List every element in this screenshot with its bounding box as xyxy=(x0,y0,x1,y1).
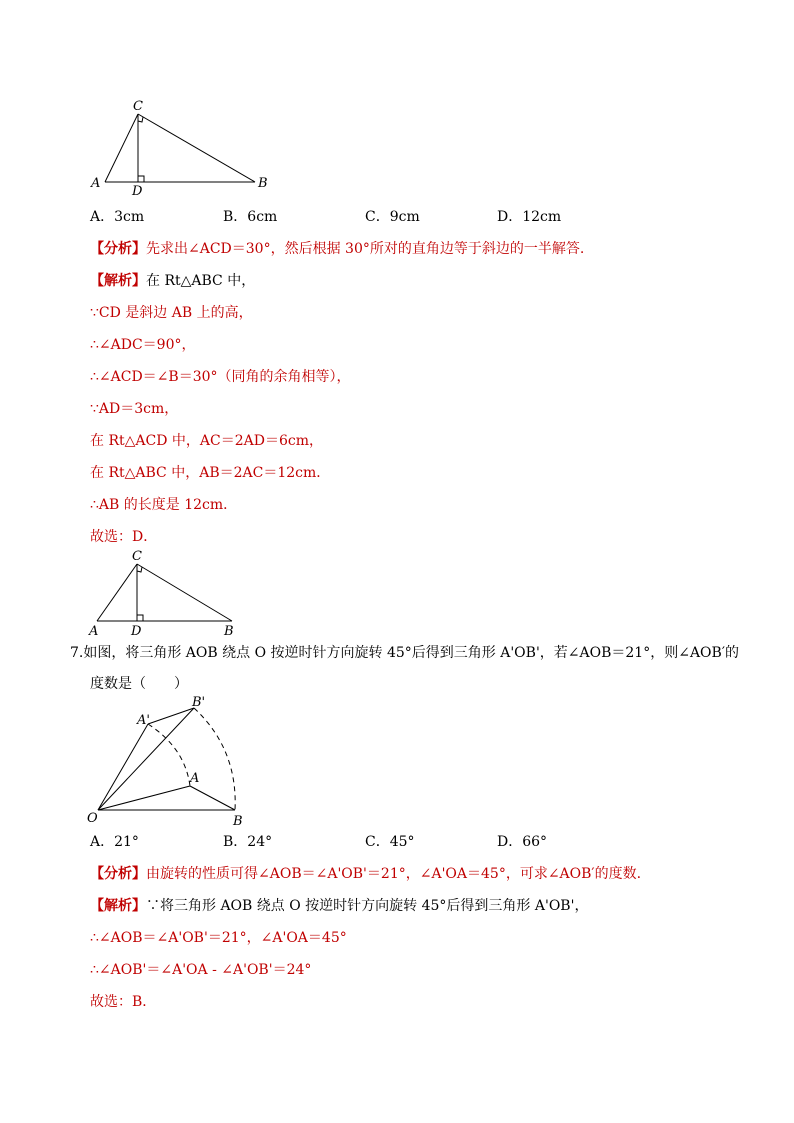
label-d: D xyxy=(132,184,143,199)
label-a-prime: A' xyxy=(137,713,150,728)
right-angle-mark-c xyxy=(137,567,142,572)
segment-ac xyxy=(105,114,138,182)
label-d: D xyxy=(131,624,142,639)
q7-option-b: B．24° xyxy=(223,834,273,850)
right-angle-mark-d xyxy=(137,615,143,621)
q7-solution-line-3: ∴∠AOB'＝∠A'OA - ∠A'OB'＝24° xyxy=(90,962,312,978)
q7-option-d: D．66° xyxy=(497,834,548,850)
analysis-tag: 【分析】 xyxy=(90,241,146,257)
q6-solution-line-5: ∵AD＝3cm， xyxy=(90,401,179,417)
label-b: B xyxy=(258,176,268,191)
q6-solution-line-7: 在 Rt△ABC 中，AB＝2AC＝12cm． xyxy=(90,465,331,481)
label-a: A xyxy=(190,771,200,786)
q6-option-d: D．12cm xyxy=(497,209,562,225)
segment-ab xyxy=(190,786,235,810)
q7-question-line-2: 度数是（ ） xyxy=(90,676,188,692)
analysis-tag: 【分析】 xyxy=(90,866,146,882)
label-b: B xyxy=(233,814,243,829)
segment-ac xyxy=(97,564,137,621)
analysis-text: 由旋转的性质可得∠AOB＝∠A'OB'＝21°，∠A'OA＝45°，可求∠AOB′的度数. xyxy=(146,866,642,882)
solution-text: 在 Rt△ABC 中， xyxy=(146,273,256,289)
q6-solution-line-1 xyxy=(90,271,255,291)
figure-right-triangle-2 xyxy=(86,546,246,640)
figure-rotation xyxy=(84,692,254,832)
q6-solution-line-9: 故选：D． xyxy=(90,529,158,545)
label-c: C xyxy=(132,549,142,564)
q7-analysis xyxy=(90,864,641,884)
label-b: B xyxy=(224,624,234,639)
label-b-prime: B' xyxy=(192,695,206,710)
q6-option-c: C．9cm xyxy=(365,209,420,225)
q6-analysis xyxy=(90,239,584,259)
q7-option-a: A．21° xyxy=(90,834,139,850)
q7-solution-line-2: ∴∠AOB＝∠A'OB'＝21°，∠A'OA＝45° xyxy=(90,930,347,946)
right-angle-mark-d xyxy=(138,176,144,182)
label-a: A xyxy=(89,624,99,639)
label-a: A xyxy=(91,176,101,191)
q7-option-c: C．45° xyxy=(365,834,415,850)
arc-b-prime-to-b xyxy=(194,708,235,810)
solution-tag: 【解析】 xyxy=(90,898,146,914)
q6-solution-line-3: ∴∠ADC＝90°， xyxy=(90,337,196,353)
segment-cb xyxy=(137,564,232,621)
q7-question-line-1: 7.如图，将三角形 AOB 绕点 O 按逆时针方向旋转 45°后得到三角形 A'OB'，若∠AOB＝21°，则∠AOB′的 xyxy=(70,645,740,661)
q6-solution-line-8: ∴AB 的长度是 12cm． xyxy=(90,497,238,513)
q6-option-b: B．6cm xyxy=(223,209,278,225)
right-angle-mark-c xyxy=(138,117,143,122)
q6-solution-line-2: ∵CD 是斜边 AB 上的高， xyxy=(90,305,253,321)
figure-right-triangle-1 xyxy=(88,96,278,201)
q6-solution-line-4: ∴∠ACD＝∠B＝30°（同角的余角相等）， xyxy=(90,369,351,385)
q7-solution-line-1 xyxy=(90,896,588,916)
label-o: O xyxy=(87,811,98,826)
solution-tag: 【解析】 xyxy=(90,273,146,289)
segment-oa xyxy=(98,786,190,810)
label-c: C xyxy=(133,99,143,114)
arc-a-prime-to-a xyxy=(148,724,190,786)
q7-solution-line-4: 故选：B． xyxy=(90,994,157,1010)
solution-text: ∵将三角形 AOB 绕点 O 按逆时针方向旋转 45°后得到三角形 A'OB'， xyxy=(146,898,589,914)
q6-option-a: A．3cm xyxy=(90,209,145,225)
segment-oa-prime xyxy=(98,724,148,810)
q6-solution-line-6: 在 Rt△ACD 中，AC＝2AD＝6cm， xyxy=(90,433,323,449)
analysis-text: 先求出∠ACD＝30°，然后根据 30°所对的直角边等于斜边的一半解答. xyxy=(146,241,585,257)
segment-cb xyxy=(138,114,255,182)
